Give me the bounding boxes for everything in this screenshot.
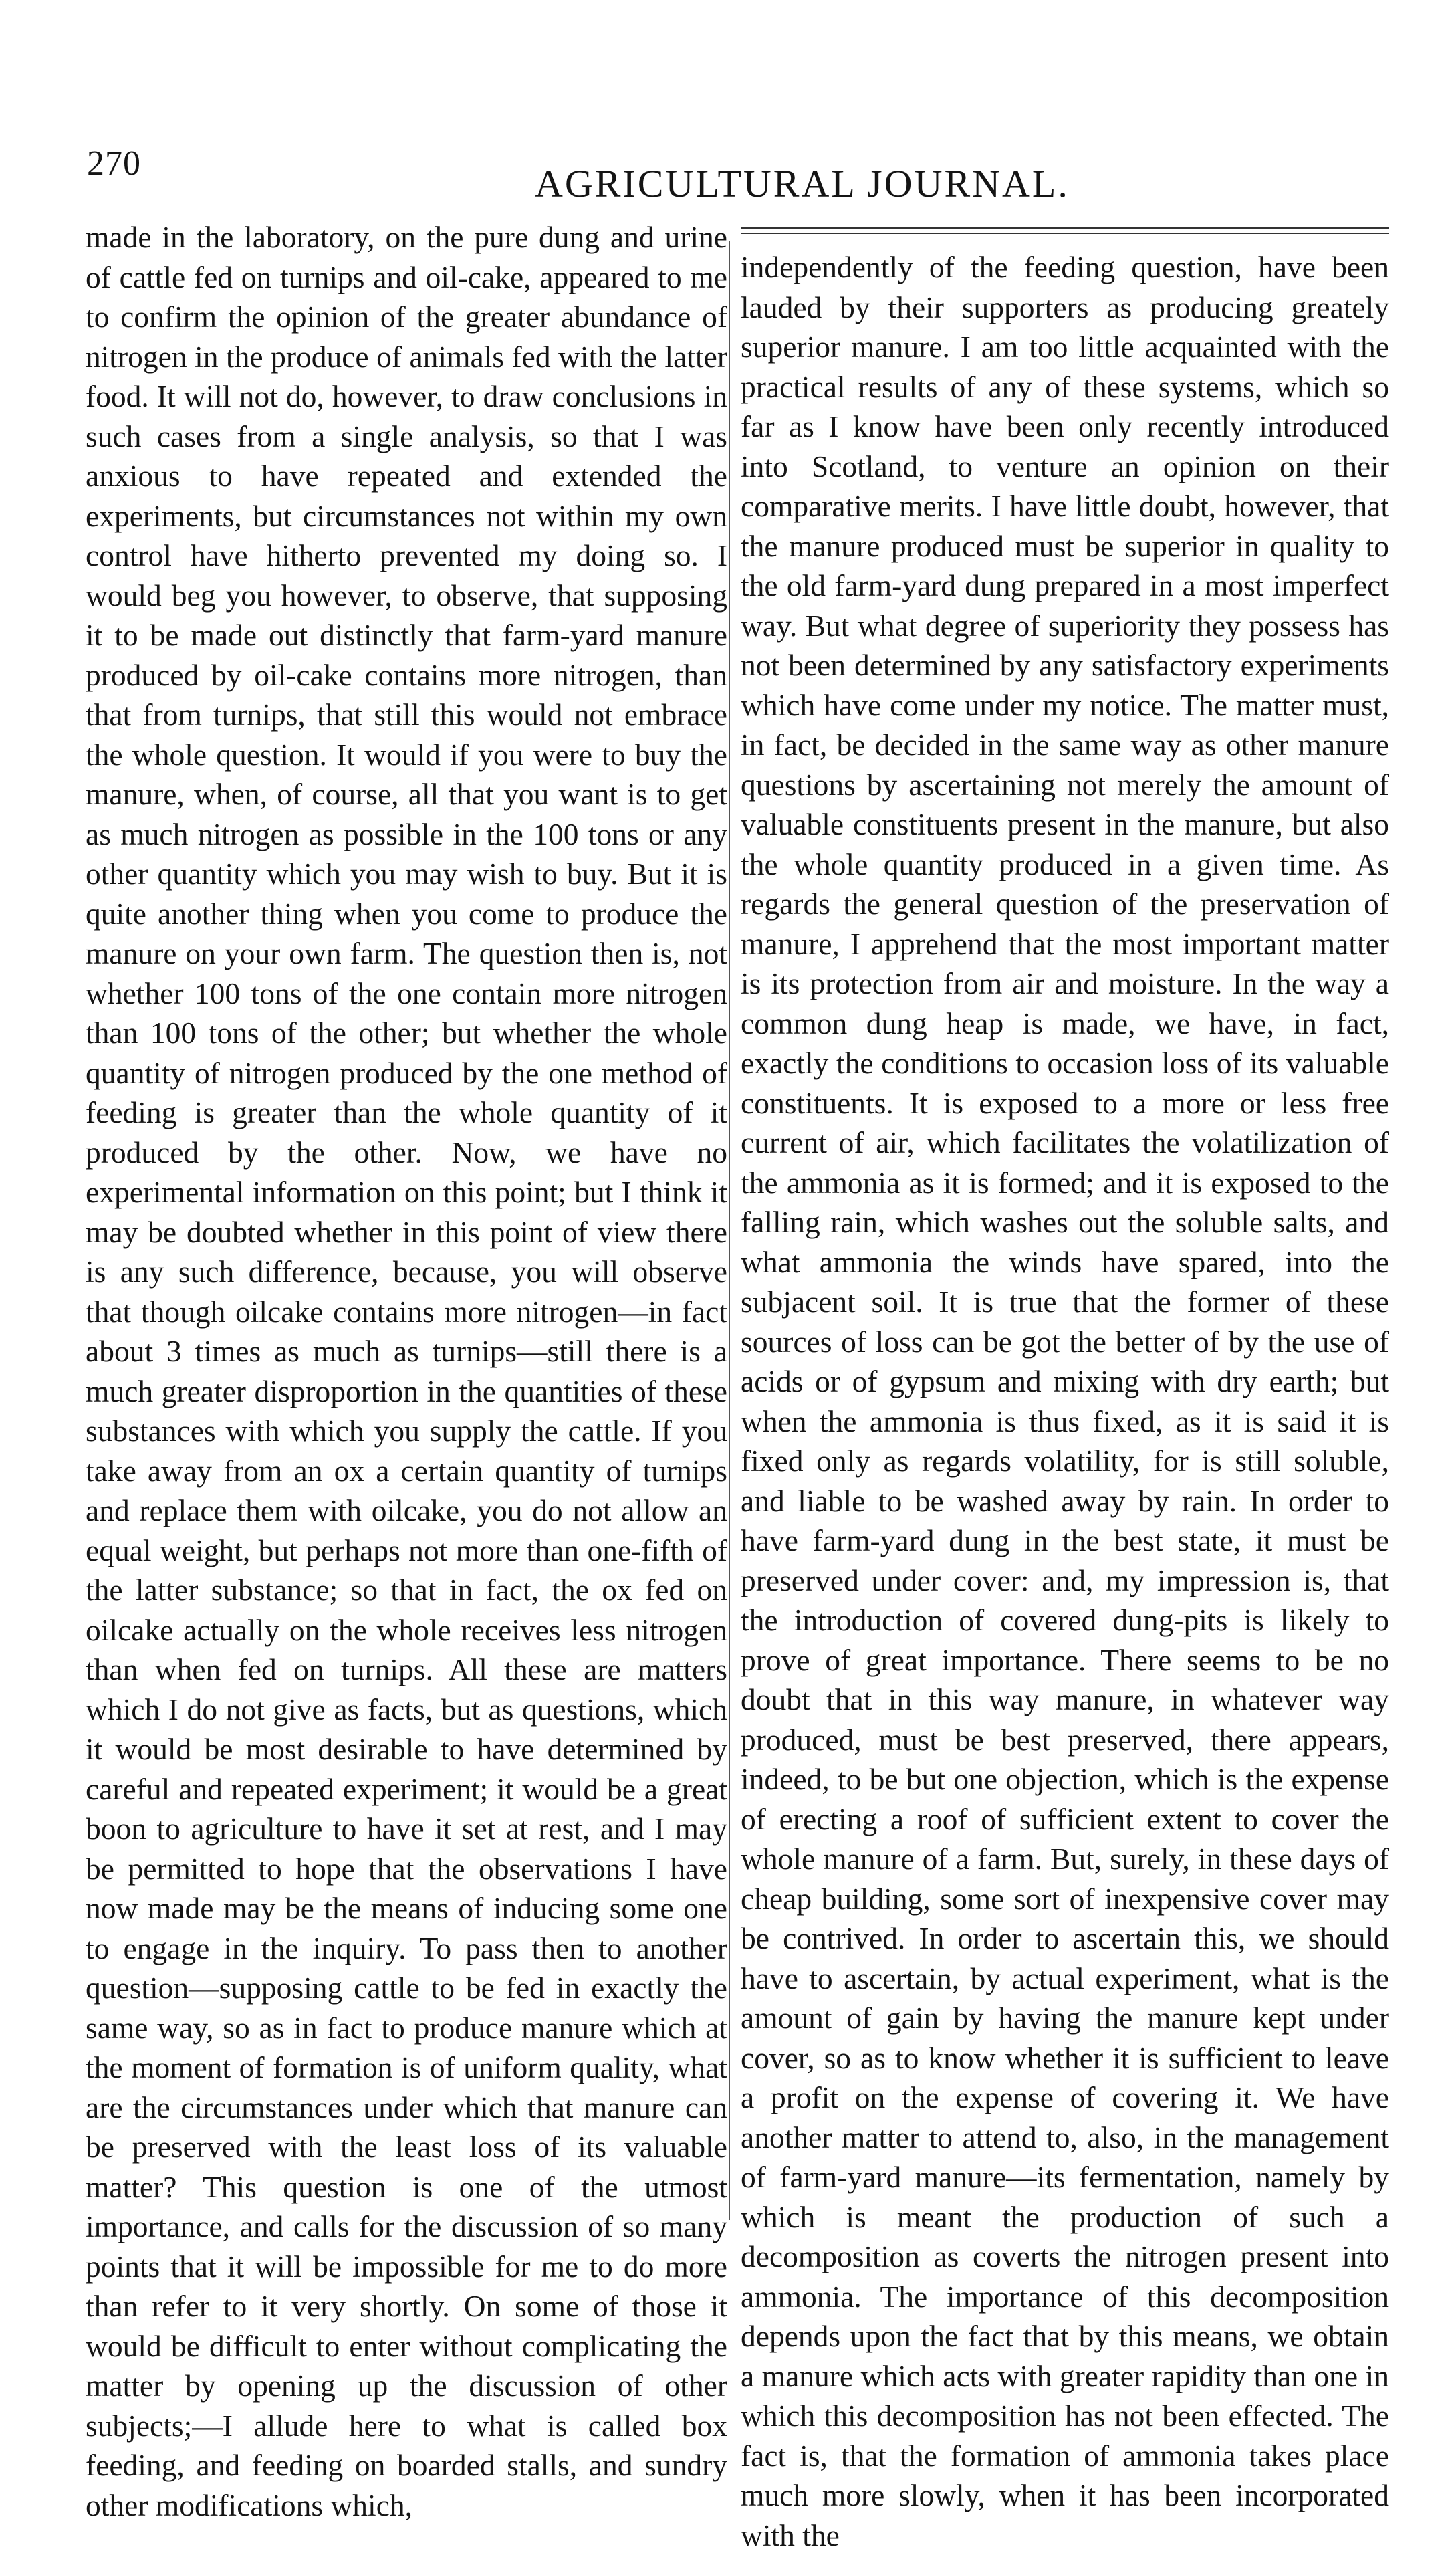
column-divider: [729, 241, 730, 2220]
right-column-text: independently of the feeding question, have been lauded by their supporters as producing greately superior manure. I am too little acquainted with the practical results of any of these systems, which so far as I know have been only recently introduced into Scotland, to venture an opinion on their comparative merits. I have little doubt, however, that the manure produced must be superior in quality to the old farm-yard dung prepared in a most imperfect way. But what degree of superiority they possess has not been determined by any satisfactory experiments which have come under my notice. The matter must, in fact, be decided in the same way as other manure questions by ascertaining not merely the amount of valuable constituents present in the manure, but also the whole quantity produced in a given time. As regards the general question of the preservation of manure, I apprehend that the most important matter is its protection from air and moisture. In the way a common dung heap is made, we have, in fact, exactly the conditions to occasion loss of its valuable constituents. It is exposed to a more or less free current of air, which facilitates the volatilization of the ammonia as it is formed; and it is exposed to the falling rain, which washes out the soluble salts, and what ammonia the winds have spared, into the subjacent soil. It is true that the former of these sources of loss can be got the better of by the use of acids or of gypsum and mixing with dry earth; but when the ammonia is thus fixed, as it is said it is fixed only as regards volatility, for is still soluble, and liable to be washed away by rain. In order to have farm-yard dung in the best state, it must be preserved under cover: and, my impression is, that the introduction of covered dung-pits is likely to prove of great importance. There seems to be no doubt that in this way manure, in whatever way produced, must be best preserved, there appears, indeed, to be but one objection, which is the expense of erecting a roof of sufficient extent to cover the whole manure of a farm. But, surely, in these days of cheap building, some sort of inexpensive cover may be contrived. In order to ascertain this, we should have to ascertain, by actual experiment, what is the amount of gain by having the manure kept under cover, so as to know whether it is sufficient to leave a profit on the expense of covering it. We have another matter to attend to, also, in the management of farm-yard manure—its fermentation, namely by which is meant the production of such a decomposition as coverts the nitrogen present into ammonia. The importance of this decomposition depends upon the fact that by this means, we obtain a manure which acts with greater rapidity than one in which this decomposition has not been effected. The fact is, that the formation of ammonia takes place much more slowly, when it has been incorporated with the: [741, 250, 1389, 2552]
running-head: AGRICULTURAL JOURNAL.: [535, 162, 1070, 205]
left-column-text: made in the laboratory, on the pure dung and urine of cattle fed on turnips and oil-cake, appeared to me to confirm the opinion of the greater abundance of nitrogen in the produce of animals fed with the latter food. It will not do, however, to draw conclusions in such cases from a single analysis, so that I was anxious to have repeated and extended the experiments, but circumstances not within my own control have hitherto prevented my doing so. I would beg you however, to observe, that supposing it to be made out distinctly that farm-yard manure produced by oil-cake contains more nitrogen, than that from turnips, that still this would not embrace the whole question. It would if you were to buy the manure, when, of course, all that you want is to get as much nitrogen as possible in the 100 tons or any other quantity which you may wish to buy. But it is quite another thing when you come to produce the manure on your own farm. The question then is, not whether 100 tons of the one contain more nitrogen than 100 tons of the other; but whether the whole quantity of nitrogen produced by the one method of feeding is greater than the whole quantity of it produced by the other. Now, we have no experimental information on this point; but I think it may be doubted whether in this point of view there is any such difference, because, you will observe that though oilcake contains more nitrogen—in fact about 3 times as much as turnips—still there is a much greater disproportion in the quantities of these substances with which you supply the cattle. If you take away from an ox a certain quantity of turnips and replace them with oilcake, you do not allow an equal weight, but perhaps not more than one-fifth of the latter substance; so that in fact, the ox fed on oilcake actually on the whole receives less nitrogen than when fed on turnips. All these are matters which I do not give as facts, but as questions, which it would be most desirable to have determined by careful and repeated experiment; it would be a great boon to agriculture to have it set at rest, and I may be permitted to hope that the observations I have now made may be the means of inducing some one to engage in the inquiry. To pass then to another question—supposing cattle to be fed in exactly the same way, so as in fact to produce manure which at the moment of formation is of uniform quality, what are the circumstances under which that manure can be preserved with the least loss of its valuable matter? This question is one of the utmost importance, and calls for the discussion of so many points that it will be impossible for me to do more than refer to it very shortly. On some of those it would be difficult to enter without complicating the matter by opening up the discussion of other subjects;—I allude here to what is called box feeding, and feeding on boarded stalls, and sundry other modifications which,: [86, 220, 727, 2522]
right-column: [741, 247, 1389, 2552]
header-rule: [741, 227, 1389, 234]
page-number: 270: [87, 144, 141, 183]
page-header: [87, 137, 1384, 211]
left-column: [86, 217, 727, 2522]
